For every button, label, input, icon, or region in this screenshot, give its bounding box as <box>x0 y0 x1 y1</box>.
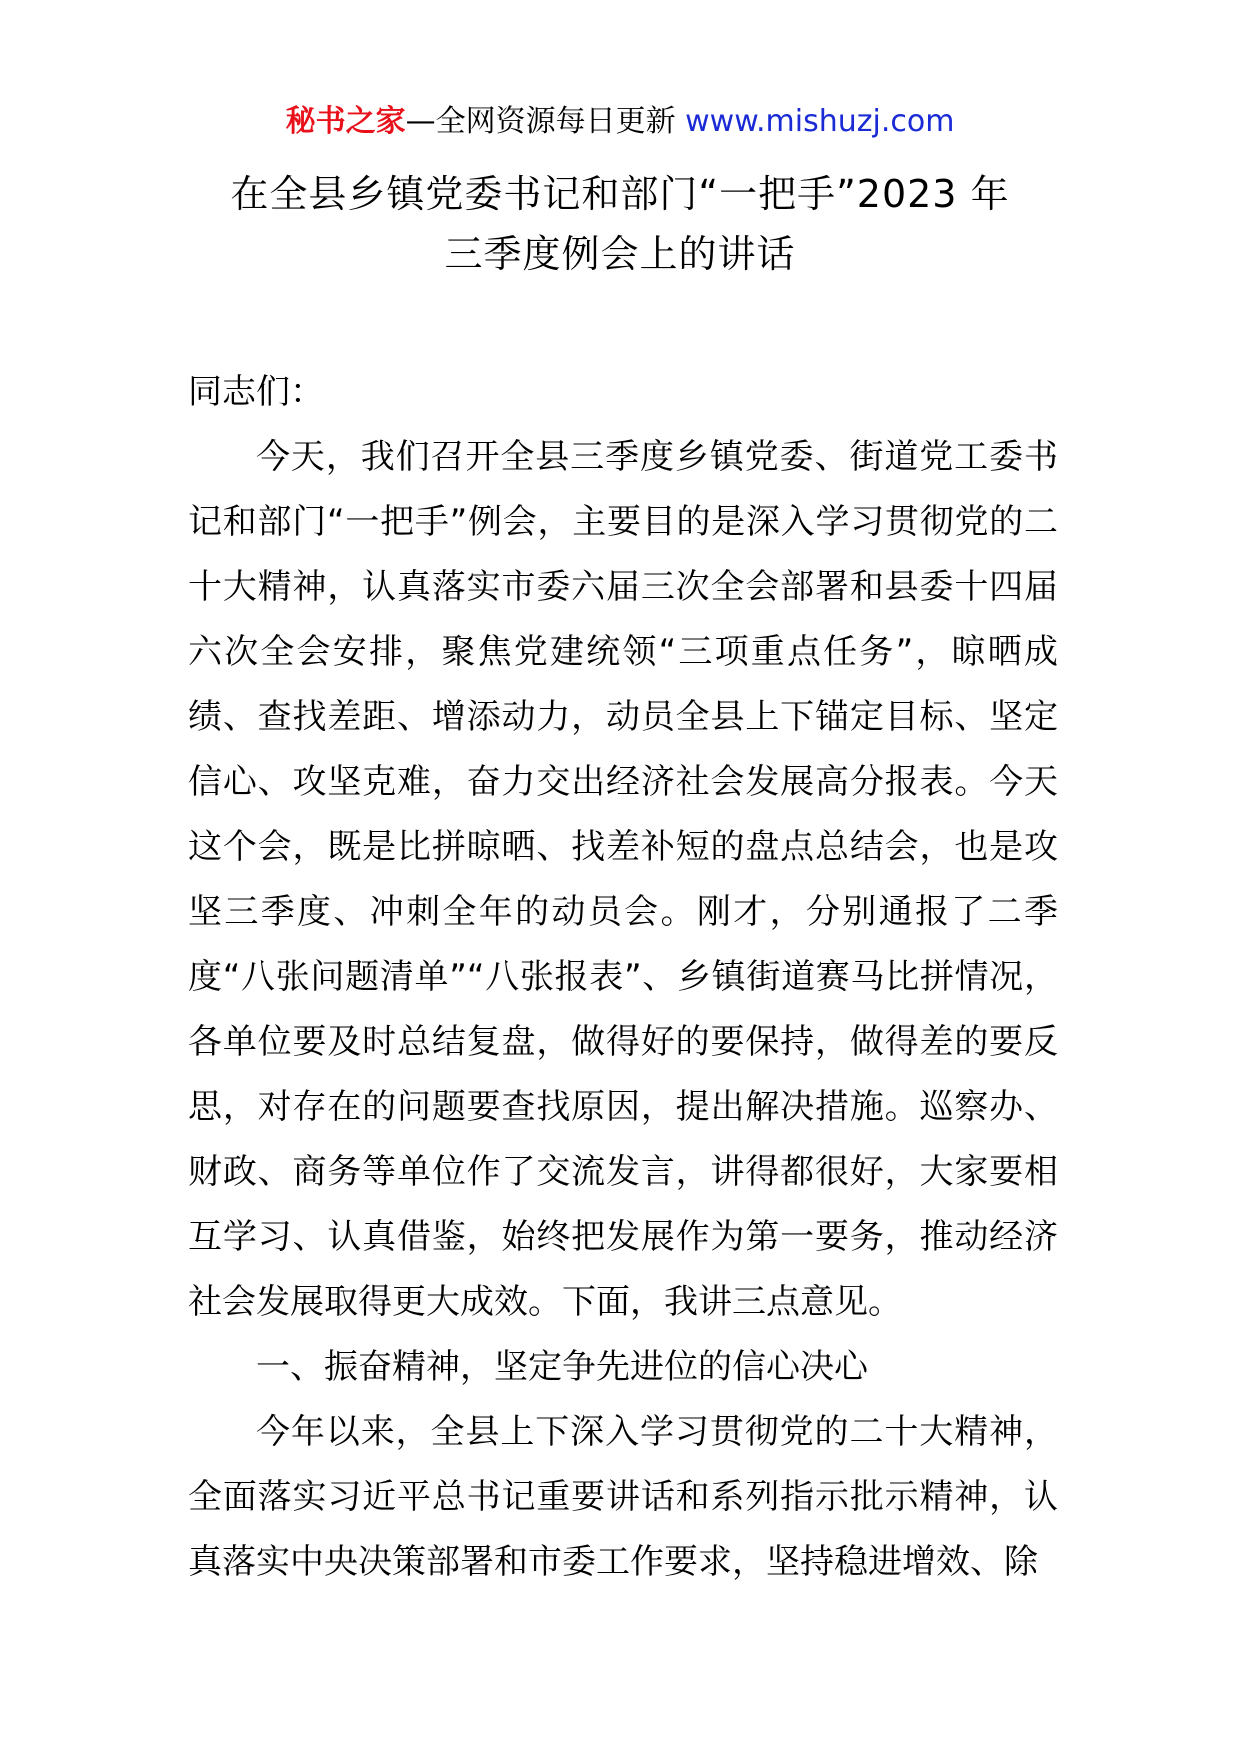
section-paragraph: 今年以来，全县上下深入学习贯彻党的二十大精神，全面落实习近平总书记重要讲话和系列指示批示精神，认真落实中央决策部署和市委工作要求，坚持稳进增效、除 <box>188 1412 1058 1582</box>
title-line-1: 在全县乡镇党委书记和部门“一把手”2023 年 <box>230 172 1010 216</box>
section-heading: 一、振奋精神，坚定争先进位的信心决心 <box>256 1347 868 1387</box>
site-brand: 秘书之家 <box>285 104 406 139</box>
document-title <box>150 164 1090 284</box>
site-header <box>0 102 1240 142</box>
title-line-2: 三季度例会上的讲话 <box>444 232 796 276</box>
salutation: 同志们： <box>188 372 324 412</box>
body-paragraph: 今天，我们召开全县三季度乡镇党委、街道党工委书记和部门“一把手”例会，主要目的是深入学习贯彻党的二十大精神，认真落实市委六届三次全会部署和县委十四届六次全会安排，聚焦党建统领“三项重点任务”，晾晒成绩、查找差距、增添动力，动员全县上下锚定目标、坚定信心、攻坚克难，奋力交出经济社会发展高分报表。今天这个会，既是比拼晾晒、找差补短的盘点总结会，也是攻坚三季度、冲刺全年的动员会。刚才，分别通报了二季度“八张问题清单”“八张报表”、乡镇街道赛马比拼情况，各单位要及时总结复盘，做得好的要保持，做得差的要反思，对存在的问题要查找原因，提出解决措施。巡察办、财政、商务等单位作了交流发言，讲得都很好，大家要相互学习、认真借鉴，始终把发展作为第一要务，推动经济社会发展取得更大成效。下面，我讲三点意见。 <box>188 437 1058 1322</box>
site-tagline: —全网资源每日更新 <box>405 104 686 139</box>
document-body <box>188 360 1058 1595</box>
site-url[interactable]: www.mishuzj.com <box>685 104 955 139</box>
